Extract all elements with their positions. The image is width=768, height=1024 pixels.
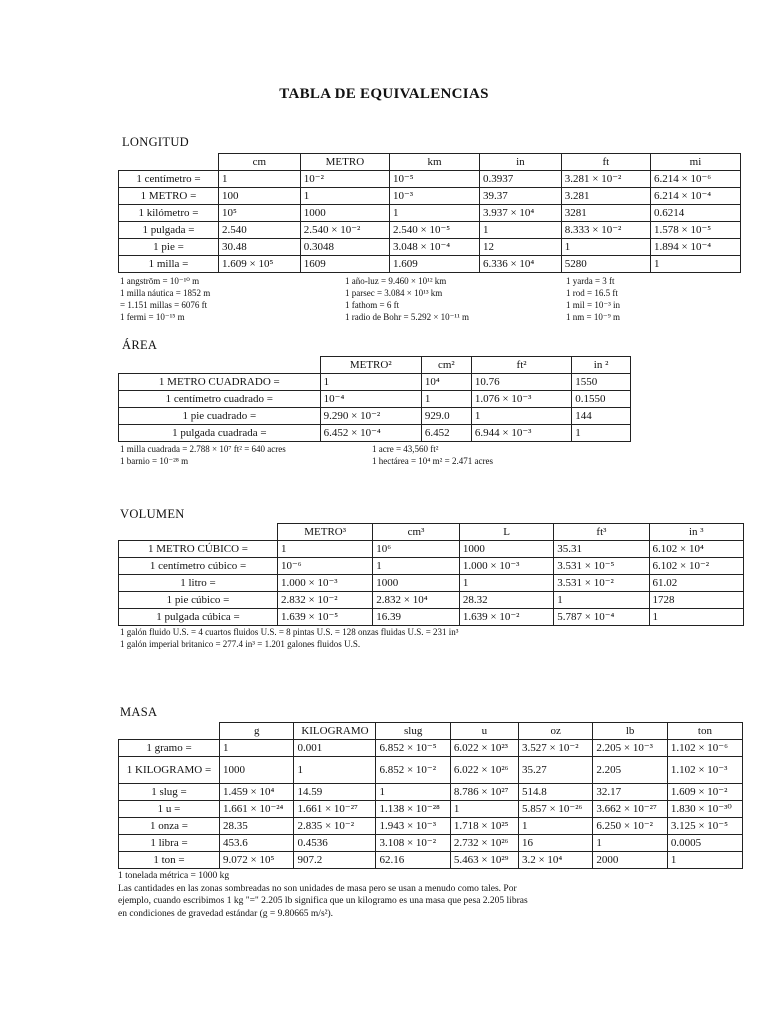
row-label: 1 kilómetro = [119,205,219,222]
table-cell: 16.39 [373,609,460,626]
table-cell: 3.2 × 10⁴ [518,852,592,869]
column-header: cm [218,154,300,171]
section-title-longitud: LONGITUD [122,135,189,149]
table-cell: 10⁻² [300,171,389,188]
longitud-notes-col3 [566,275,620,323]
table-cell: 1550 [572,374,631,391]
masa-header-row [119,723,743,740]
table-cell: 6.852 × 10⁻⁵ [376,740,450,757]
masa-notes [118,870,528,920]
row-label: 1 pie = [119,239,219,256]
table-cell: 6.102 × 10⁻² [649,558,743,575]
table-cell: 1 [320,374,421,391]
row-label: 1 METRO CUADRADO = [119,374,321,391]
row-label: 1 centímetro = [119,171,219,188]
table-row [119,188,741,205]
column-header: METRO² [320,357,421,374]
table-row [119,575,744,592]
table-cell: 1 [650,256,740,273]
table-cell: 1 [450,801,518,818]
column-header: KILOGRAMO [294,723,376,740]
table-cell: 2.832 × 10⁴ [373,592,460,609]
table-row [119,222,741,239]
table-cell: 1.661 × 10⁻²⁴ [220,801,294,818]
longitud-header-row [119,154,741,171]
longitud-notes-col1 [120,275,210,323]
note-line: 1 fermi = 10⁻¹⁵ m [120,312,185,322]
table-cell: 1.000 × 10⁻³ [278,575,373,592]
table-row [119,740,743,757]
note-line: 1 mil = 10⁻³ in [566,300,621,310]
table-cell: 1.000 × 10⁻³ [459,558,553,575]
table-cell: 1 [593,835,667,852]
table-row [119,801,743,818]
note-line: 1 barnio = 10⁻²⁸ m [120,456,189,466]
column-header: ft² [471,357,571,374]
column-header: mi [650,154,740,171]
table-cell: 0.0005 [667,835,742,852]
table-cell: 16 [518,835,592,852]
table-cell: 453.6 [220,835,294,852]
table-row [119,818,743,835]
note-line: 1 milla cuadrada = 2.788 × 10⁷ ft² = 640 acres [120,444,286,454]
note-line: 1 parsec = 3.084 × 10¹³ km [345,288,443,298]
table-cell: 2.540 [218,222,300,239]
table-cell: 1.830 × 10⁻³⁰ [667,801,742,818]
table-cell: 28.35 [220,818,294,835]
table-cell: 1 [554,592,649,609]
table-cell: 10⁴ [421,374,471,391]
table-row [119,541,744,558]
column-header: L [459,524,553,541]
table-cell: 6.452 × 10⁻⁴ [320,425,421,442]
row-label: 1 u = [119,801,220,818]
note-line: 1 angstrōm = 10⁻¹⁰ m [120,276,200,286]
table-cell: 2.835 × 10⁻² [294,818,376,835]
table-cell: 10⁻³ [390,188,480,205]
table-cell: 1.639 × 10⁻² [459,609,553,626]
table-cell: 1609 [300,256,389,273]
column-header: cm² [421,357,471,374]
table-cell: 1000 [373,575,460,592]
note-line: 1 año-luz = 9.460 × 10¹² km [345,276,447,286]
page-title: TABLA DE EQUIVALENCIAS [279,86,489,102]
column-header: slug [376,723,450,740]
table-cell: 3.281 [561,188,650,205]
note-line: Las cantidades en las zonas sombreadas no son unidades de masa pero se usan a menudo como tales. Por [118,883,517,894]
table-cell: 5.857 × 10⁻²⁶ [518,801,592,818]
table-cell: 100 [218,188,300,205]
row-label: 1 METRO CÚBICO = [119,541,278,558]
table-cell: 1 [421,391,471,408]
table-row [119,592,744,609]
corner-cell [119,723,220,740]
note-line: = 1.151 millas = 6076 ft [120,300,208,310]
table-cell: 10⁵ [218,205,300,222]
table-cell: 1.609 × 10⁵ [218,256,300,273]
corner-cell [119,154,219,171]
row-label: 1 KILOGRAMO = [119,757,220,784]
table-cell: 3.531 × 10⁻² [554,575,649,592]
table-row [119,391,631,408]
volumen-notes [120,626,459,650]
table-cell: 1 [572,425,631,442]
table-cell: 5.787 × 10⁻⁴ [554,609,649,626]
table-cell: 28.32 [459,592,553,609]
table-cell: 8.333 × 10⁻² [561,222,650,239]
table-cell: 62.16 [376,852,450,869]
column-header: km [390,154,480,171]
table-row [119,852,743,869]
table-cell: 6.214 × 10⁻⁶ [650,171,740,188]
table-cell: 1.138 × 10⁻²⁸ [376,801,450,818]
row-label: 1 METRO = [119,188,219,205]
longitud-table [118,153,741,273]
table-cell: 2.205 [593,757,667,784]
table-cell: 6.022 × 10²³ [450,740,518,757]
row-label: 1 ton = [119,852,220,869]
table-cell: 1 [373,558,460,575]
volumen-header-row [119,524,744,541]
table-cell: 514.8 [518,784,592,801]
table-cell: 1.943 × 10⁻³ [376,818,450,835]
table-cell: 1 [390,205,480,222]
table-cell: 9.072 × 10⁵ [220,852,294,869]
table-cell: 907.2 [294,852,376,869]
table-cell: 1.102 × 10⁻³ [667,757,742,784]
note-line: 1 acre = 43,560 ft² [372,444,439,454]
table-cell: 10⁻⁶ [278,558,373,575]
table-cell: 32.17 [593,784,667,801]
table-cell: 1 [649,609,743,626]
table-row [119,425,631,442]
note-line: 1 rod = 16.5 ft [566,288,618,298]
column-header: ft [561,154,650,171]
table-row [119,408,631,425]
table-cell: 1.894 × 10⁻⁴ [650,239,740,256]
table-cell: 929.0 [421,408,471,425]
table-cell: 0.1550 [572,391,631,408]
column-header: cm³ [373,524,460,541]
row-label: 1 pulgada = [119,222,219,239]
column-header: in [479,154,561,171]
table-row [119,171,741,188]
table-cell: 6.022 × 10²⁶ [450,757,518,784]
table-cell: 3.125 × 10⁻⁵ [667,818,742,835]
table-cell: 2000 [593,852,667,869]
column-header: in ³ [649,524,743,541]
table-row [119,256,741,273]
column-header: in ² [572,357,631,374]
table-cell: 3.048 × 10⁻⁴ [390,239,480,256]
section-title-volumen: VOLUMEN [120,507,185,521]
table-cell: 1 [294,757,376,784]
table-cell: 6.214 × 10⁻⁴ [650,188,740,205]
area-table [118,356,631,442]
column-header: ft³ [554,524,649,541]
table-cell: 6.102 × 10⁴ [649,541,743,558]
table-cell: 3.527 × 10⁻² [518,740,592,757]
note-line: en condiciones de gravedad estándar (g = 9.80665 m/s²). [118,908,334,919]
volumen-table [118,523,744,626]
table-cell: 1.102 × 10⁻⁶ [667,740,742,757]
table-cell: 6.944 × 10⁻³ [471,425,571,442]
area-notes-col1 [120,443,286,467]
column-header: ton [667,723,742,740]
note-line: 1 galón imperial britanico = 277.4 in³ = 1.201 galones fluidos U.S. [120,639,361,649]
table-cell: 2.540 × 10⁻² [300,222,389,239]
note-line: 1 hectárea = 10⁴ m² = 2.471 acres [372,456,493,466]
column-header: lb [593,723,667,740]
table-cell: 1 [459,575,553,592]
table-cell: 5280 [561,256,650,273]
table-cell: 14.59 [294,784,376,801]
table-cell: 0.001 [294,740,376,757]
table-cell: 1.639 × 10⁻⁵ [278,609,373,626]
row-label: 1 centímetro cúbico = [119,558,278,575]
area-header-row [119,357,631,374]
table-row [119,784,743,801]
table-cell: 0.3937 [479,171,561,188]
table-cell: 1.609 × 10⁻² [667,784,742,801]
table-cell: 61.02 [649,575,743,592]
table-cell: 12 [479,239,561,256]
table-cell: 1 [667,852,742,869]
column-header: oz [518,723,592,740]
table-row [119,835,743,852]
table-cell: 10⁶ [373,541,460,558]
table-cell: 0.6214 [650,205,740,222]
table-cell: 1.661 × 10⁻²⁷ [294,801,376,818]
table-cell: 1.609 [390,256,480,273]
column-header: g [220,723,294,740]
table-cell: 3.662 × 10⁻²⁷ [593,801,667,818]
table-cell: 3.531 × 10⁻⁵ [554,558,649,575]
table-cell: 144 [572,408,631,425]
row-label: 1 gramo = [119,740,220,757]
table-row [119,558,744,575]
row-label: 1 pulgada cuadrada = [119,425,321,442]
row-label: 1 slug = [119,784,220,801]
corner-cell [119,524,278,541]
table-cell: 1.076 × 10⁻³ [471,391,571,408]
table-row [119,374,631,391]
table-cell: 0.3048 [300,239,389,256]
note-line: 1 milla náutica = 1852 m [120,288,211,298]
note-line: 1 nm = 10⁻⁹ m [566,312,620,322]
table-cell: 2.832 × 10⁻² [278,592,373,609]
row-label: 1 litro = [119,575,278,592]
table-cell: 9.290 × 10⁻² [320,408,421,425]
column-header: METRO [300,154,389,171]
table-cell: 35.31 [554,541,649,558]
table-cell: 1 [471,408,571,425]
table-cell: 3281 [561,205,650,222]
column-header: METRO³ [278,524,373,541]
section-title-area: ÁREA [122,338,158,352]
table-cell: 1728 [649,592,743,609]
table-cell: 2.540 × 10⁻⁵ [390,222,480,239]
column-header: u [450,723,518,740]
area-notes-col2 [372,443,493,467]
corner-cell [119,357,321,374]
note-line: 1 radio de Bohr = 5.292 × 10⁻¹¹ m [345,312,470,322]
longitud-notes-col2 [345,275,469,323]
table-cell: 10⁻⁴ [320,391,421,408]
table-cell: 10.76 [471,374,571,391]
row-label: 1 onza = [119,818,220,835]
table-cell: 1 [376,784,450,801]
table-cell: 1 [278,541,373,558]
table-cell: 35.27 [518,757,592,784]
table-cell: 6.336 × 10⁴ [479,256,561,273]
note-line: 1 fathom = 6 ft [345,300,400,310]
row-label: 1 milla = [119,256,219,273]
table-row [119,239,741,256]
table-cell: 6.452 [421,425,471,442]
table-cell: 3.281 × 10⁻² [561,171,650,188]
section-title-masa: MASA [120,705,158,719]
table-cell: 1 [518,818,592,835]
row-label: 1 pie cuadrado = [119,408,321,425]
note-line: 1 tonelada métrica = 1000 kg [118,871,230,881]
table-cell: 3.937 × 10⁴ [479,205,561,222]
table-cell: 30.48 [218,239,300,256]
table-cell: 2.732 × 10²⁶ [450,835,518,852]
table-cell: 1000 [300,205,389,222]
note-line: 1 galón fluido U.S. = 4 cuartos fluidos U.S. = 8 pintas U.S. = 128 onzas fluidas U.S. = 231 in³ [120,627,459,637]
row-label: 1 centímetro cuadrado = [119,391,321,408]
table-cell: 1 [220,740,294,757]
masa-table [118,722,743,869]
table-cell: 1 [479,222,561,239]
note-line: 1 yarda = 3 ft [566,276,615,286]
table-row [119,609,744,626]
row-label: 1 libra = [119,835,220,852]
table-cell: 6.250 × 10⁻² [593,818,667,835]
table-cell: 2.205 × 10⁻³ [593,740,667,757]
table-cell: 39.37 [479,188,561,205]
table-cell: 10⁻⁵ [390,171,480,188]
table-cell: 1.718 × 10²⁵ [450,818,518,835]
table-cell: 1.459 × 10⁴ [220,784,294,801]
table-cell: 5.463 × 10²⁹ [450,852,518,869]
table-cell: 1.578 × 10⁻⁵ [650,222,740,239]
table-cell: 1000 [459,541,553,558]
table-row [119,757,743,784]
table-row [119,205,741,222]
table-cell: 0.4536 [294,835,376,852]
table-cell: 3.108 × 10⁻² [376,835,450,852]
table-cell: 8.786 × 10²⁷ [450,784,518,801]
table-cell: 6.852 × 10⁻² [376,757,450,784]
table-cell: 1 [300,188,389,205]
table-cell: 1000 [220,757,294,784]
note-line: ejemplo, cuando escribimos 1 kg "=" 2.205 lb significa que un kilogramo es una masa que pesa 2.205 libras [118,896,528,906]
table-cell: 1 [218,171,300,188]
row-label: 1 pie cúbico = [119,592,278,609]
table-cell: 1 [561,239,650,256]
row-label: 1 pulgada cúbica = [119,609,278,626]
